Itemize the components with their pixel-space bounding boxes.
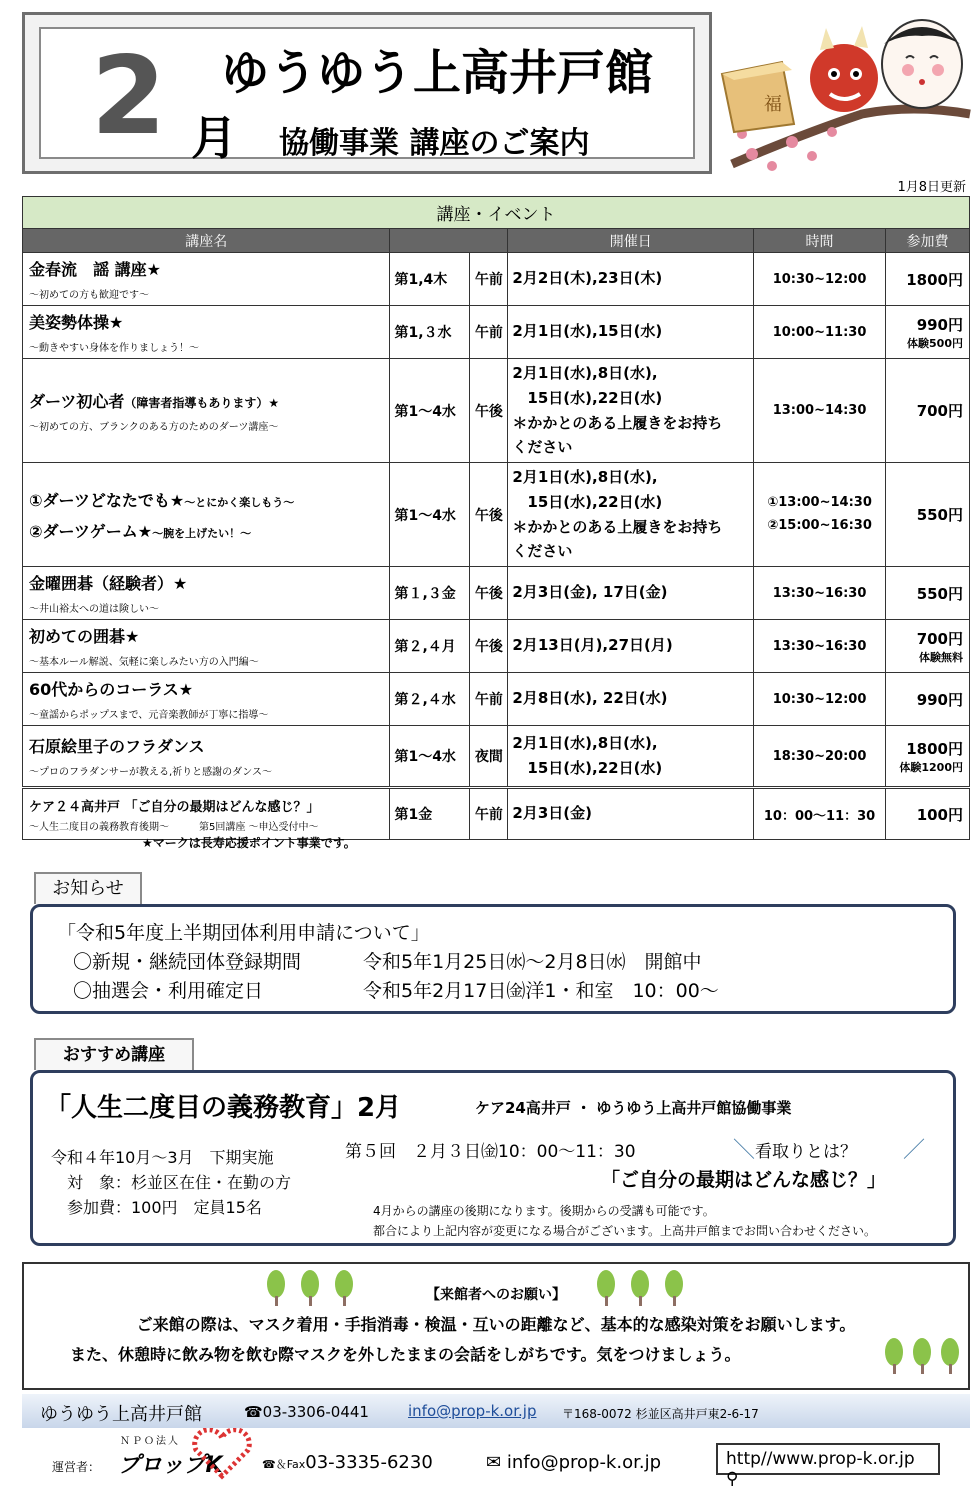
month-number: 2: [91, 34, 167, 159]
request-line-1: ご来館の際は、マスク着用・手指消毒・検温・互いの距離など、基本的な感染対策をお願いします。: [136, 1315, 856, 1334]
date-line: 2月1日(水),8日(水),: [512, 468, 658, 486]
course-period: 午前: [470, 306, 508, 359]
course-fee: [886, 620, 970, 673]
fee-value: 700円: [916, 402, 963, 420]
course-title-extra: ～とにかく楽しもう～: [184, 495, 295, 509]
notice-item: [57, 977, 929, 1006]
course-dates: [508, 359, 754, 463]
course-dates: [508, 567, 754, 620]
course-day: 第1,３水: [390, 306, 470, 359]
facility-title: ゆうゆう上高井戸館: [221, 45, 654, 101]
date-line: 2月3日(金), 17日(金): [512, 583, 668, 602]
website-url-text: http//www.prop-k.or.jp: [726, 1449, 915, 1469]
operator-logo: プロップK: [118, 1453, 223, 1478]
date-line: ください: [512, 542, 573, 561]
operator-fax: [262, 1452, 433, 1473]
date-line: 2月13日(月),27日(月): [512, 636, 673, 655]
table-row: [23, 726, 970, 788]
recommend-tab: おすすめ講座: [34, 1038, 194, 1070]
course-name-cell: [23, 253, 390, 306]
header-inner: [39, 27, 695, 165]
time-line: 10:30~12:00: [772, 271, 867, 287]
course-time: [754, 788, 886, 840]
date-line: 2月1日(水),8日(水),: [512, 364, 658, 382]
time-line: 18:30~20:00: [772, 748, 867, 764]
request-heading: 【来館者へのお願い】: [426, 1287, 566, 1303]
fee-value: 550円: [916, 506, 963, 524]
course-time: [754, 253, 886, 306]
course-time: [754, 673, 886, 726]
course-desc: ～基本ルール解説、気軽に楽しみたい方の入門編～: [29, 657, 259, 668]
table-header-row: [23, 229, 970, 253]
course-desc: ～人生二度目の義務教育後期～ 第5回講座 ～申込受付中～: [29, 821, 319, 833]
course-name-cell: [23, 788, 390, 840]
recommend-question: 「ご自分の最期はどんな感じ？」: [601, 1169, 887, 1191]
fee-value: 700円: [916, 629, 963, 648]
date-line: 2月1日(水),8日(水),: [512, 733, 658, 752]
course-time: [754, 620, 886, 673]
table-row: [23, 673, 970, 726]
course-title: ケア２４高井戸 「ご自分の最期はどんな感じ？」: [29, 799, 320, 815]
request-line-2: また、休憩時に飲み物を飲む際マスクを外したままの会話をしがちです。気をつけましょう。: [70, 1345, 741, 1364]
fee-value: 1800円: [906, 270, 963, 289]
page-subtitle: 協働事業 講座のご案内: [279, 126, 590, 161]
time-line: 13:30~16:30: [772, 585, 867, 601]
course-title: 美姿勢体操★: [29, 313, 124, 332]
note-line: 都合により上記内容が変更になる場合がございます。上高井戸館までお問い合わせください。: [373, 1224, 877, 1238]
fee-value: 1800円: [906, 739, 963, 758]
course-desc: ～初めての方、ブランクのある方のためのダーツ講座～: [29, 421, 279, 433]
date-line: 15日(水),22日(水): [512, 388, 663, 407]
date-line: 2月2日(木),23日(木): [512, 269, 663, 288]
tree-icon: [882, 1336, 968, 1376]
course-period: 夜間: [470, 726, 508, 788]
course-name-cell: [23, 673, 390, 726]
course-name-cell: [23, 620, 390, 673]
recommend-mitori: 看取りとは？: [755, 1142, 857, 1162]
course-desc: ～プロのフラダンサーが教える,祈りと感謝のダンス～: [29, 767, 272, 778]
fax-number: 03-3335-6230: [305, 1452, 433, 1473]
notice-item-value: 令和5年1月25日㈬～2月8日㈬ 開館中: [363, 951, 702, 973]
envelope-icon: ✉: [486, 1452, 507, 1473]
time-line: ①13:00~14:30: [767, 495, 872, 511]
course-time: [754, 567, 886, 620]
date-line: 2月8日(水), 22日(水): [512, 689, 668, 708]
fee-note: 体験無料: [919, 650, 963, 664]
course-period: 午前: [470, 253, 508, 306]
notice-item: [57, 948, 929, 977]
fee-value: 100円: [916, 805, 963, 824]
notice-tab: お知らせ: [34, 872, 142, 904]
course-day: 第１,３金: [390, 567, 470, 620]
fuku-char: 福: [764, 94, 782, 115]
table-row: [23, 788, 970, 840]
fee-note: 体験1200円: [899, 760, 963, 774]
course-title-2: ②ダーツゲーム★: [29, 521, 153, 541]
time-line: 10：00～11：30: [763, 808, 876, 824]
course-time: [754, 463, 886, 567]
table-row: [23, 620, 970, 673]
note-line: 4月からの講座の後期になります。後期からの受講も可能です。: [373, 1204, 715, 1218]
fee-value: 990円: [916, 690, 963, 709]
col-day: [390, 229, 508, 253]
course-fee: [886, 726, 970, 788]
course-dates: [508, 463, 754, 567]
heart-logo-icon: [190, 1428, 254, 1480]
updated-date: 1月8日更新: [897, 180, 966, 195]
accent-slash-left: ＼: [733, 1138, 756, 1163]
schedule-table: [22, 196, 970, 840]
table-row: [23, 253, 970, 306]
course-name-cell: [23, 726, 390, 788]
recommend-box: [30, 1070, 956, 1246]
course-title: 金春流 謡 講座★: [29, 260, 161, 279]
accent-slash-right: ／: [903, 1138, 926, 1163]
col-name: 講座名: [23, 229, 390, 253]
course-dates: [508, 253, 754, 306]
table-row: [23, 567, 970, 620]
footer-email-link[interactable]: info@prop-k.or.jp: [408, 1402, 537, 1420]
notice-item-value: 令和5年2月17日㈮洋1・和室 10：00～: [363, 980, 719, 1002]
time-line: ②15:00~16:30: [767, 517, 872, 533]
course-dates: [508, 788, 754, 840]
date-line: ＊かかとのある上履きをお持ち: [512, 517, 723, 536]
recommend-notes: [373, 1201, 876, 1241]
course-day: 第２,４月: [390, 620, 470, 673]
operator-label: 運営者：: [52, 1460, 101, 1474]
time-line: 10:30~12:00: [772, 691, 867, 707]
table-row: [23, 306, 970, 359]
date-line: 15日(水),22日(水): [512, 759, 663, 777]
notice-item-label: 〇新規・継続団体登録期間: [73, 951, 302, 973]
course-dates: [508, 306, 754, 359]
course-period: 午後: [470, 359, 508, 463]
col-date: 開催日: [508, 229, 754, 253]
recommend-session: 第５回 ２月３日㈮10：00～11：30: [345, 1142, 636, 1162]
course-title: 金曜囲碁（経験者）★: [29, 574, 188, 593]
date-line: 2月1日(水),15日(水): [512, 322, 663, 341]
course-period: 午前: [470, 788, 508, 840]
npo-label: ＮＰＯ法人: [120, 1436, 180, 1447]
footer-band: [22, 1394, 970, 1428]
notice-box: [30, 904, 956, 1014]
website-url[interactable]: [716, 1443, 940, 1486]
col-fee: 参加費: [886, 229, 970, 253]
course-desc: ～童謡からポップスまで、元音楽教師が丁寧に指導～: [29, 710, 269, 721]
time-line: 10:00~11:30: [772, 324, 867, 340]
header-frame: [22, 12, 712, 174]
col-time: 時間: [754, 229, 886, 253]
fee-note: 体験500円: [907, 336, 963, 350]
course-day: 第２,４水: [390, 673, 470, 726]
course-name-cell: [23, 306, 390, 359]
course-title: 石原絵里子のフラダンス: [29, 737, 205, 756]
fee-value: 550円: [916, 584, 963, 603]
recommend-org: ケア24高井戸 ・ ゆうゆう上高井戸館協働事業: [475, 1099, 792, 1117]
date-line: ください: [512, 438, 573, 457]
course-day: 第1～4水: [390, 463, 470, 567]
course-name-cell: [23, 359, 390, 463]
course-desc: ～初めての方も歓迎です～: [29, 290, 149, 301]
star-note: ★マークは長寿応援ポイント事業です。: [142, 836, 356, 850]
course-fee: [886, 463, 970, 567]
course-dates: [508, 726, 754, 788]
info-line: 対 象：杉並区在住・在勤の方: [51, 1173, 292, 1192]
course-dates: [508, 673, 754, 726]
info-line: 令和４年10月～3月 下期実施: [51, 1148, 274, 1167]
course-title: ①ダーツどなたでも★: [29, 490, 185, 510]
setsubun-illustration: [712, 14, 974, 180]
course-period: 午後: [470, 463, 508, 567]
course-title: ダーツ初心者: [29, 391, 125, 411]
date-line: 15日(水),22日(水): [512, 492, 663, 511]
course-name-cell: [23, 463, 390, 567]
recommend-title: 「人生二度目の義務教育」2月: [45, 1093, 402, 1123]
time-line: 13:00~14:30: [772, 403, 867, 418]
table-caption: 講座・イベント: [23, 197, 970, 229]
course-title: 60代からのコーラス★: [29, 680, 194, 699]
recommend-info: [51, 1145, 291, 1220]
course-day: 第1～4水: [390, 359, 470, 463]
fax-label: ☎＆Fax: [262, 1458, 306, 1471]
course-fee: [886, 359, 970, 463]
course-day: 第1～4水: [390, 726, 470, 788]
course-fee: [886, 788, 970, 840]
course-time: [754, 726, 886, 788]
operator-email-text: info@prop-k.or.jp: [506, 1452, 661, 1473]
course-day: 第1金: [390, 788, 470, 840]
course-period: 午後: [470, 620, 508, 673]
table-row: [23, 359, 970, 463]
course-period: 午後: [470, 567, 508, 620]
month-label: 月: [191, 111, 237, 165]
date-line: ＊かかとのある上履きをお持ち: [512, 413, 723, 432]
course-fee: [886, 673, 970, 726]
footer-facility: ゆうゆう上高井戸館: [40, 1404, 202, 1425]
date-line: 2月3日(金): [512, 804, 592, 823]
course-day: 第1,4木: [390, 253, 470, 306]
magnifier-icon: ⚲: [726, 1469, 739, 1486]
course-fee: [886, 306, 970, 359]
course-period: 午前: [470, 673, 508, 726]
course-title: 初めての囲碁★: [29, 627, 140, 646]
course-title-extra: （障害者指導もあります）★: [124, 395, 280, 410]
request-box: [22, 1262, 970, 1390]
course-name-cell: [23, 567, 390, 620]
time-line: 13:30~16:30: [772, 638, 867, 654]
notice-title: 「令和5年度上半期団体利用申請について」: [57, 922, 430, 944]
course-desc: ～井山裕太への道は険しい～: [29, 604, 159, 615]
course-fee: [886, 567, 970, 620]
fee-value: 990円: [916, 315, 963, 334]
footer-address: 〒168-0072 杉並区高井戸東2-6-17: [562, 1407, 759, 1421]
course-dates: [508, 620, 754, 673]
course-fee: [886, 253, 970, 306]
notice-item-label: 〇抽選会・利用確定日: [73, 980, 264, 1002]
footer-tel: ☎03-3306-0441: [244, 1403, 369, 1421]
course-desc: ～動きやすい身体を作りましょう！～: [29, 343, 199, 354]
course-time: [754, 359, 886, 463]
info-line: 参加費：100円 定員15名: [51, 1198, 262, 1217]
table-row: [23, 463, 970, 567]
operator-email: [486, 1452, 661, 1473]
course-time: [754, 306, 886, 359]
course-title-2-extra: ～腕を上げたい！～: [152, 526, 252, 540]
